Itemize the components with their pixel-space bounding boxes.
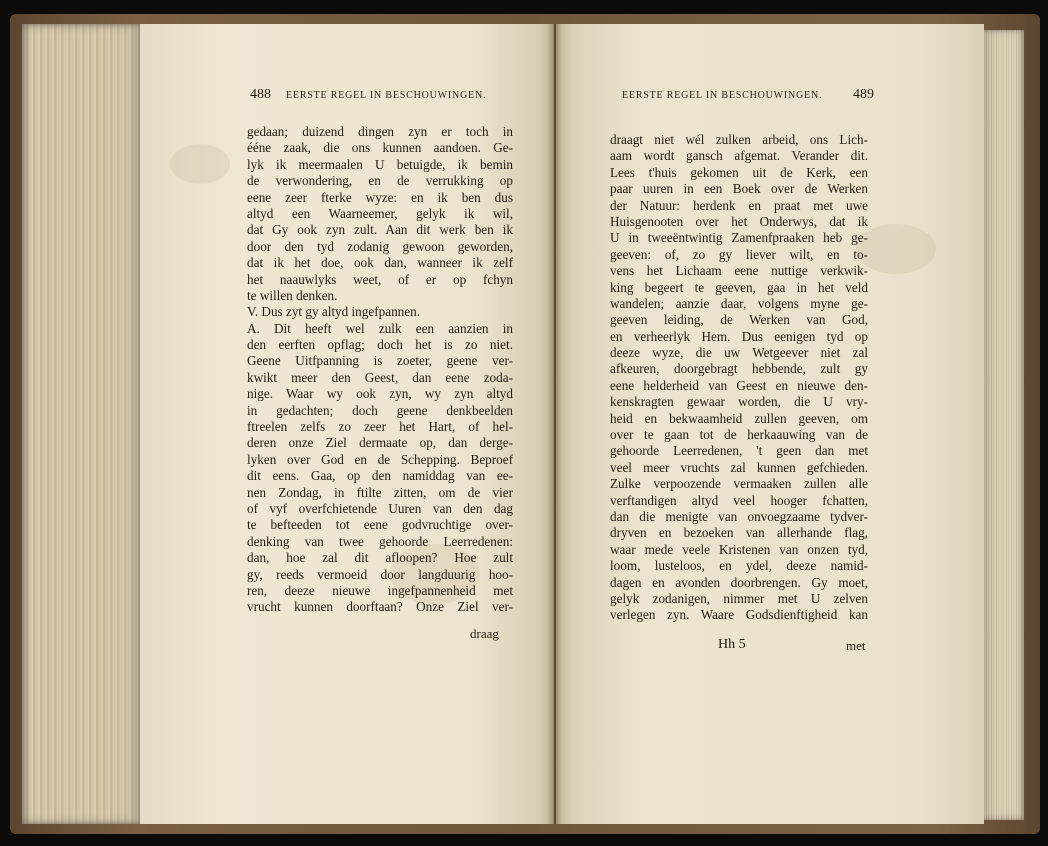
text-line: door den tyd zodanig gewoon geworden, [247, 238, 513, 254]
text-line: gedaan; duizend dingen zyn er toch in [247, 124, 513, 139]
text-line: nige. Waar wy ook zyn, wy zyn altyd [247, 386, 513, 402]
text-line: dryven en bezoeken van allerhande flag, [610, 525, 868, 541]
text-line: eene zeer fterke wyze: en ik ben dus [247, 189, 513, 205]
text-line: te willen denken. [247, 287, 338, 303]
text-line: kenskragten gewaar worden, die U vry- [610, 394, 868, 410]
running-head-title-right: EERSTE REGEL IN BESCHOUWINGEN. [622, 90, 823, 101]
text-line: gy, reeds vermoeid door langduurig hoo- [247, 566, 513, 582]
text-line: loom, lusteloos, en ydel, deeze namid- [610, 558, 868, 574]
text-line: dagen en avonden doorbrengen. Gy moet, [610, 574, 868, 590]
text-line: te befteeden tot eene godvruchtige over- [247, 517, 513, 533]
text-line: lyken over God en de Schepping. Beproef [247, 451, 513, 467]
signature-mark: Hh 5 [718, 637, 746, 652]
text-line: geeven: of, zo gy liever wilt, en to- [610, 246, 868, 262]
text-line: U in tweeëntwintig Zamenfpraaken heb ge- [610, 230, 868, 246]
text-line: Huisgenooten over het Onderwys, dat ik [610, 213, 868, 229]
text-line: verftandigen altyd veel hooger fchatten, [610, 492, 868, 508]
text-line: geeven leiding, de Werken van God, [610, 312, 868, 328]
text-line: draagt niet wél zulken arbeid, ons Lich- [610, 132, 868, 147]
text-line: over te gaan tot de herkaauwing van de [610, 427, 868, 443]
running-head-title-left: EERSTE REGEL IN BESCHOUWINGEN. [286, 90, 487, 101]
text-line: veel meer vruchts zal kunnen gefchieden. [610, 459, 868, 475]
text-line: deeze wyze, die uw Wetgeever niet zal [610, 345, 868, 361]
text-line: en verheerlyk Hem. Dus eenigen tyd op [610, 328, 868, 344]
text-line: vrucht kunnen doorftaan? Onze Ziel ver- [247, 599, 513, 615]
text-line: V. Dus zyt gy altyd ingefpannen. [247, 304, 420, 320]
page-block-right [982, 30, 1024, 820]
stain [170, 144, 230, 184]
page-number-left: 488 [250, 87, 271, 102]
text-line: eene helderheid van Geest en nieuwe den- [610, 377, 868, 393]
text-line: vens het Lichaam eene nuttige verkwik- [610, 263, 868, 279]
text-line: den eerften opflag; doch het is zo niet. [247, 337, 513, 353]
text-line: ftreelen zelfs zo zeer het Hart, of hel- [247, 419, 513, 435]
text-line: dit eens. Gaa, op den namiddag van ee- [247, 468, 513, 484]
text-line: gehoorde Leerredenen, 't geen dan met [610, 443, 868, 459]
text-line: denking van twee gehoorde Leerredenen: [247, 533, 513, 549]
running-head-right [614, 87, 874, 112]
text-line: in gedachten; doch geene denkbeelden [247, 402, 513, 418]
page-number-right: 489 [853, 87, 874, 102]
text-line: het naauwlyks weet, of er op fchyn [247, 271, 513, 287]
catchword-right: met [846, 638, 866, 653]
text-line: altyd een Waarneemer, gelyk ik wil, [247, 205, 513, 221]
text-line: gelyk zodanigen, nimmer met U zelven [610, 590, 868, 606]
text-line: Lees t'huis gekomen uit de Kerk, een [610, 164, 868, 180]
text-line: aam wordt gansch afgemat. Verander dit. [610, 148, 868, 164]
body-text-left [247, 124, 513, 616]
text-line: de verwondering, en de verrukking op [247, 173, 513, 189]
text-line: ééne zaak, die ons kunnen aandoen. Ge- [247, 140, 513, 156]
gutter-shadow [548, 24, 562, 824]
body-text-right [610, 132, 868, 624]
text-line: dan die menigte van onvoegzaame tydver- [610, 508, 868, 524]
running-head-left [250, 87, 512, 112]
text-line: afkeuren, doorgebragt hebbende, zult gy [610, 361, 868, 377]
text-line: A. Dit heeft wel zulk een aanzien in [247, 320, 513, 336]
text-line: dat ik het doe, ook dan, wanneer ik zelf [247, 255, 513, 271]
text-line: paar uuren in een Boek over de Werken [610, 181, 868, 197]
text-line: waar mede veele Kristenen van onzen tyd, [610, 541, 868, 557]
text-line: verlegen zyn. Waare Godsdienftigheid kan [610, 607, 868, 623]
text-line: king begeert te geeven, gaa in het veld [610, 279, 868, 295]
text-line: Zulke verpoozende vermaaken zullen alle [610, 476, 868, 492]
text-line: lyk ik meermaalen U betuigde, ik bemin [247, 156, 513, 172]
text-line: dat Gy ook zyn zult. Aan dit werk ben ik [247, 222, 513, 238]
text-line: deren onze Ziel dermaate op, dan derge- [247, 435, 513, 451]
text-line: ren, deeze nieuwe ingefpannenheid met [247, 582, 513, 598]
catchword-left: draag [470, 626, 499, 641]
text-line: nen Zondag, in ftilte zitten, om de vier [247, 484, 513, 500]
stain [856, 224, 936, 274]
text-line: Geene Uitfpanning is zoeter, geene ver- [247, 353, 513, 369]
text-line: kwikt meer den Geest, dan eene zoda- [247, 369, 513, 385]
text-line: wandelen; aanzie daar, volgens myne ge- [610, 295, 868, 311]
text-line: dan, hoe zal dit afloopen? Hoe zult [247, 550, 513, 566]
text-line: der Natuur: herdenk en praat met uwe [610, 197, 868, 213]
text-line: heid en bekwaamheid zullen geeven, om [610, 410, 868, 426]
text-line: of vyf overfchietende Uuren van den dag [247, 500, 513, 516]
page-block-left [22, 24, 142, 824]
